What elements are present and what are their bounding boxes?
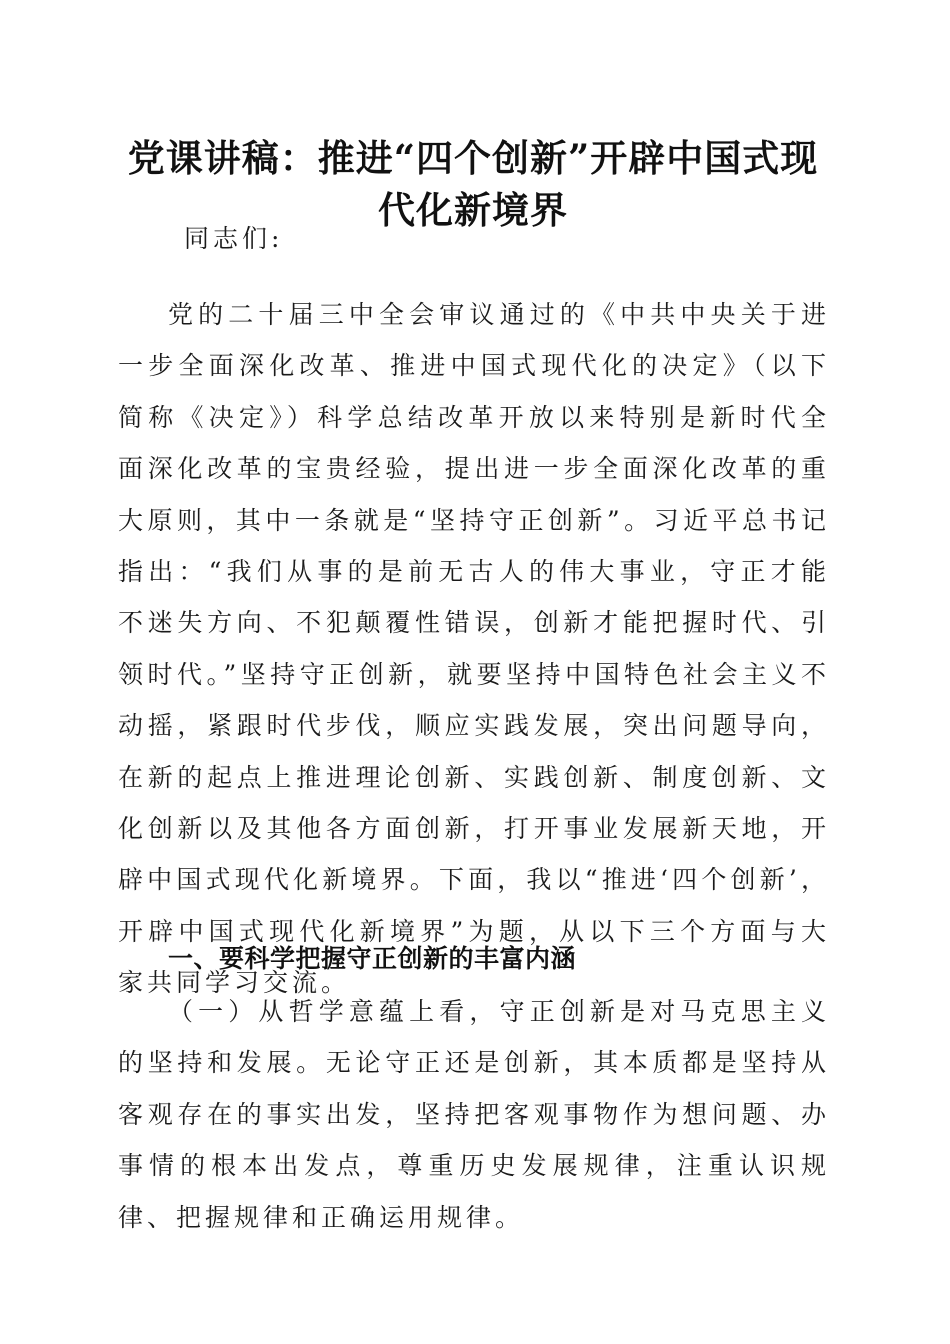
subsection-paragraph: （一）从哲学意蕴上看，守正创新是对马克思主义的坚持和发展。无论守正还是创新，其本质都是坚持从客观存在的事实出发，坚持把客观事物作为想问题、办事情的根本出发点，尊重历史发展规律，注重认识规律、把握规律和正确运用规律。 (118, 997, 830, 1232)
intro-paragraph: 党的二十届三中全会审议通过的《中共中央关于进一步全面深化改革、推进中国式现代化的决定》（以下简称《决定》）科学总结改革开放以来特别是新时代全面深化改革的宝贵经验，提出进一步全面深化改革的重大原则，其中一条就是“坚持守正创新”。习近平总书记指出：“我们从事的是前无古人的伟大事业，守正才能不迷失方向、不犯颠覆性错误，创新才能把握时代、引领时代。”坚持守正创新，就要坚持中国特色社会主义不动摇，紧跟时代步伐，顺应实践发展，突出问题导向，在新的起点上推进理论创新、实践创新、制度创新、文化创新以及其他各方面创新，打开事业发展新天地，开辟中国式现代化新境界。下面，我以“推进‘四个创新’，开辟中国式现代化新境界”为题，从以下三个方面与大家共同学习交流。 (118, 300, 830, 998)
salutation: 同志们: (184, 224, 284, 253)
section-heading: 一、要科学把握守正创新的丰富内涵 (168, 944, 577, 973)
document-title: 党课讲稿：推进“四个创新”开辟中国式现代化新境界 (127, 136, 819, 232)
